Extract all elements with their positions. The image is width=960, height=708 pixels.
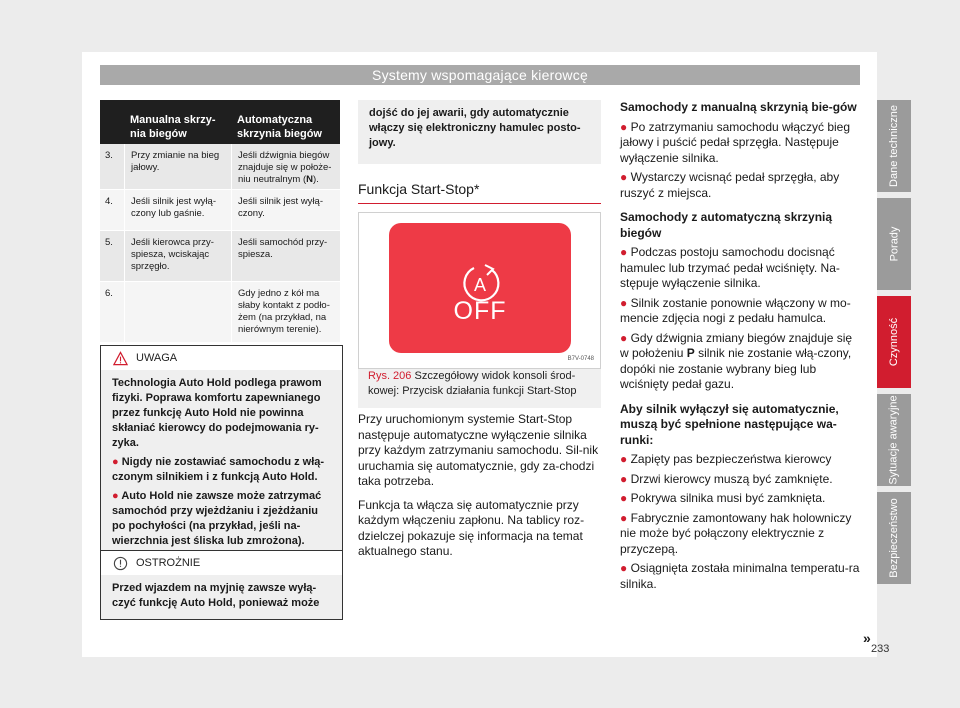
table-row: 6. Gdy jedno z kół ma słaby kontakt z podło-żem (na przykład, na nierównym terenie). <box>100 282 340 343</box>
off-label: OFF <box>453 297 507 325</box>
auto-start-stop-icon <box>389 223 571 353</box>
tab-bezpieczenstwo[interactable]: Bezpieczeństwo <box>877 492 911 584</box>
page-number: 233 <box>871 643 890 655</box>
section-divider <box>358 203 601 204</box>
col-auto: Automatyczna skrzynia biegów <box>237 114 322 140</box>
section-title: Funkcja Start-Stop* <box>358 181 480 197</box>
subheading-manual: Samochody z manualną skrzynią bie-gów <box>620 100 857 114</box>
warning-label: UWAGA <box>136 352 178 364</box>
exclamation-circle-icon <box>113 556 128 571</box>
tab-dane-techniczne[interactable]: Dane techniczne <box>877 100 911 192</box>
table-header <box>100 100 340 144</box>
warning-box: UWAGA Technologia Auto Hold podlega prawom fizyki. Poprawa komfortu zapewnianego przez funkcję Auto Hold nie powinna skłaniać kierowcy do podejmowania ry-zyka. ● Nigdy nie zostawiać samochodu z włą-czonym silnikiem i z funkcją Auto Hold. ● Auto Hold nie zawsze może zatrzymać samochód przy wjeżdżaniu i zjeżdżaniu po pochyłości (na przykład, jeśli na-wierzchnia jest śliska lub zmrożona). <box>100 345 343 558</box>
chapter-header: Systemy wspomagające kierowcę <box>100 65 860 85</box>
start-stop-button-illustration <box>389 223 571 353</box>
figure-ref-code: B7V-0748 <box>567 356 594 362</box>
warning-triangle-icon <box>113 351 128 366</box>
table-row: 3. Przy zmianie na bieg jałowy. Jeśli dźwignia biegów znajduje się w położe-niu neutralnym (N). <box>100 144 340 190</box>
table-row: 5. Jeśli kierowca przy-spiesza, wciskając sprzęgło. Jeśli samochód przy-spiesza. <box>100 231 340 282</box>
tab-czynnosc[interactable]: Czynność <box>877 296 911 388</box>
figure-caption: Rys. 206 Szczegółowy widok konsoli środ-kowej: Przycisk działania funkcji Start-Stop <box>368 370 577 397</box>
tab-sytuacje-awaryjne[interactable]: Sytuacje awaryjne <box>877 394 911 486</box>
bullet-icon: ● <box>620 245 628 259</box>
auto-hold-table <box>100 100 340 343</box>
subheading-conditions: Aby silnik wyłączył się automatycznie, muszą być spełnione następujące wa-runki: <box>620 401 839 447</box>
bullet-icon: ● <box>620 119 628 134</box>
bullet-icon: ● <box>620 170 628 184</box>
table-row: 4. Jeśli silnik jest wyłą-czony lub gaśnie. Jeśli silnik jest wyłą-czony. <box>100 190 340 231</box>
caution-label: OSTROŻNIE <box>136 557 201 569</box>
right-column: Samochody z manualną skrzynią bie-gów ● Po zatrzymaniu samochodu włączyć bieg jałowy i puścić pedał sprzęgła. Następuje wyłączenie silnika. ● Wystarczy wcisnąć pedał sprzęgła, aby ruszyć z miejsca. Samochody z automatyczną skrzynią biegów ● Podczas postoju samochodu docisnąć hamulec lub trzymać pedał wciśnięty. Na-stępuje wyłączenie silnika. ● Silnik zostanie ponownie włączony w mo-mencie zdjęcia nogi z pedału hamulca. ● Gdy dźwignia zmiany biegów znajduje się w położeniu P silnik nie zostanie włą-czony, dopóki nie zostanie wybrany bieg lub wciśnięty pedał gazu. Aby silnik wyłączył się automatycznie, muszą być spełnione następujące wa-runki: ● Zapięty pas bezpieczeństwa kierowcy ● Drzwi kierowcy muszą być zamknięte. ● Pokrywa silnika musi być zamknięta. ● Fabrycznie zamontowany hak holowniczy nie może być połączony elektrycznie z przyczepą. ● Osiągnięta została minimalna temperatu-ra silnika. <box>620 100 860 591</box>
bullet-icon: ● <box>620 452 628 466</box>
continue-arrow-icon: » <box>863 630 871 646</box>
tab-porady[interactable]: Porady <box>877 198 911 290</box>
figure-206 <box>358 212 601 408</box>
caution-box: OSTROŻNIE Przed wjazdem na myjnię zawsze wyłą-czyć funkcję Auto Hold, ponieważ może <box>100 550 343 620</box>
bullet-icon: ● <box>620 295 628 310</box>
continued-note: dojść do jej awarii, gdy automatycznie włączy się elektroniczny hamulec posto-jowy. <box>358 100 601 164</box>
bullet-icon: ● <box>620 491 628 505</box>
svg-text:A: A <box>473 275 487 295</box>
bullet-icon: ● <box>620 510 628 525</box>
bullet-icon: ● <box>112 490 119 502</box>
bullet-icon: ● <box>620 471 628 486</box>
bullet-icon: ● <box>620 561 628 575</box>
subheading-automatic: Samochody z automatyczną skrzynią biegów <box>620 210 833 240</box>
bullet-icon: ● <box>112 456 119 468</box>
col-manual: Manualna skrzy-nia biegów <box>130 114 216 140</box>
bullet-icon: ● <box>620 330 628 345</box>
start-stop-description: Przy uruchomionym systemie Start-Stop następuje automatyczne wyłączenie silnika przy każdym zatrzymaniu samochodu. Sil-nik uruchamia się automatycznie, gdy za-chodzi taka potrzeba. Funkcja ta włącza się automatycznie przy każdym włączeniu zapłonu. Na tablicy roz-dzielczej pokazuje się informacja na temat aktualnego stanu. <box>358 412 599 558</box>
